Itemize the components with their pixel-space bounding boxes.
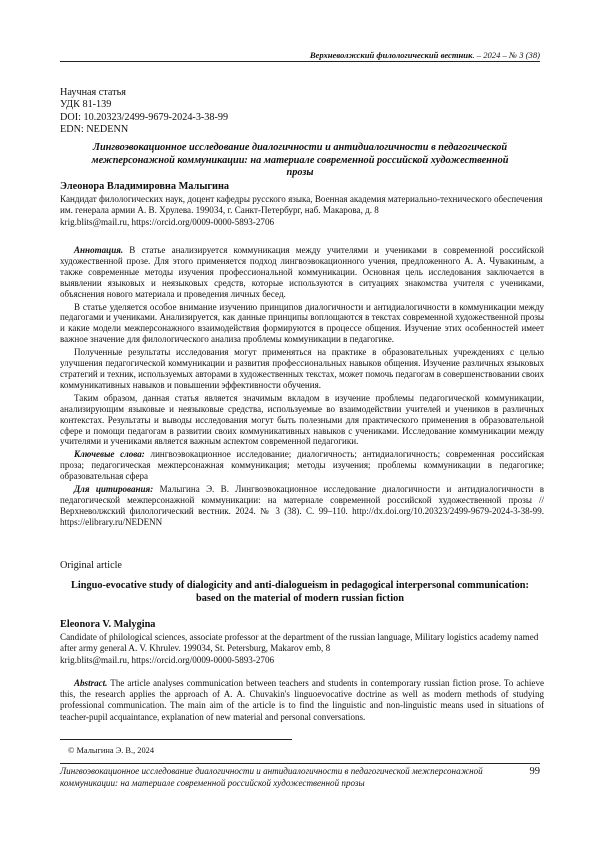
abstract-paragraph: Полученные результаты исследования могут применяться на практике в образовательных учреждениях с целью улучшения педагогической коммуникации и развития профессиональных навыков общения. Изучение различных языковых стратегий и техник, используемых авторами в художественных текстах, может помочь педагогам в совершенствовании своих коммуникативных навыков и повышении эффективности обучения. (60, 347, 545, 390)
article-title-ru: Лингвоэвокационное исследование диалогичности и антидиалогичности в педагогической межперсонажной коммуникации: на материале современной российской художественной прозы (91, 142, 509, 179)
abstract-en (60, 678, 544, 723)
citation-ru: Для цитирования: Малыгина Э. В. Лингвоэвокационное исследование диалогичности и антидиалогичности в педагогической межперсонажной коммуникации: на материале современной российской художественной прозы // Верхневолжский филологический вестник. 2024. № 3 (38). С. 99–110. http://dx.doi.org/10.20323/2499-9679-2024-3-38-99. https://elibrary.ru/NEDENN (60, 484, 545, 527)
issue-info: . – 2024 – № 3 (38) (472, 50, 540, 60)
keywords-label: Ключевые слова: (74, 449, 145, 460)
author-affiliation-en (60, 632, 544, 666)
udc-code: УДК 81-139 (60, 99, 112, 111)
footnote-divider (60, 739, 292, 740)
affiliation-text-en: Candidate of philological sciences, associate professor at the department of the russian language, Military logistics academy named after army general A. V. Khrulev. 199034, St. Petersburg, Makarov emb, 8 (60, 632, 539, 654)
abstract-paragraph: Аннотация. В статье анализируется коммуникация между учителями и учениками в современной российской художественной прозе. Для этого применяется подход лингвоэвокационного учения, предложенного А. А. Чувакиным, а также современные методы изучения профессиональной коммуникации. Основная цель исследования заключается в выявлении языковых и неязыковых средств, которые используются в ситуациях знакомства учителя с учениками, объяснения нового материала и проведения личных бесед. (60, 245, 544, 299)
abstract-paragraph: Таким образом, данная статья является значимым вкладом в изучение проблемы педагогической коммуникации, анализирующим языковые и неязыковые средства, используемые во взаимодействии учителей и учеников в различных контекстах. Результаты и выводы исследования могут быть полезными для практического применения в образовательной сфере и помощи педагогам в развитии своих коммуникативных навыков с учениками. Исследование коммуникации между учителями и учениками является важным аспектом современной педагогики. (60, 392, 544, 447)
article-type: Научная статья (60, 87, 126, 98)
abstract-ru (60, 245, 544, 530)
abstract-paragraph-en: Abstract. The article analyses communication between teachers and students in contemporary russian fiction prose. To achieve this, the research applies the approach of A. A. Chuvakin's linguoevocative doctrine as well as modern methods of studying professional communication. The main aim of the article is to find the linguistic and non-linguistic means used in situations of teacher-pupil acquaintance, explanation of new material and personal conversations. (60, 678, 544, 722)
abstract-label-ru: Аннотация. (74, 245, 124, 255)
original-article-label: Original article (60, 560, 122, 571)
running-header (60, 50, 540, 62)
article-title-en: Linguo-evocative study of dialogicity and anti-dialogueism in pedagogical interpersonal communication: based on the material of modern russian fiction (71, 580, 529, 604)
doi[interactable]: DOI: 10.20323/2499-9679-2024-3-38-99 (60, 111, 229, 123)
keywords-ru: Ключевые слова: лингвоэвокационное исследование; диалогичность; антидиалогичность; современная российская проза; педагогическая межперсонажная коммуникация; методы изучения; проблемы коммуникации в педагогике; образовательная сфера (60, 449, 544, 482)
author-name-en: Eleonora V. Malygina (60, 619, 156, 630)
footer-divider (60, 763, 540, 764)
journal-name: Верхневолжский филологический вестник (309, 50, 473, 60)
copyright-notice: © Малыгина Э. В., 2024 (68, 746, 155, 755)
running-footer-title: Лингвоэвокационное исследование диалогичности и антидиалогичности в педагогической межперсонажной коммуникации: на материале современной российской художественной прозы (60, 766, 483, 788)
edn: EDN: NEDENN (60, 123, 129, 135)
affiliation-text-ru: Кандидат филологических наук, доцент кафедры русского языка, Военная академия материально-технического обеспечения им. генерала армии А. В. Хрулева. 199034, г. Санкт-Петербург, наб. Макарова, д. 8 (60, 194, 543, 216)
citation-label: Для цитирования: (74, 484, 154, 495)
author-affiliation-ru (60, 194, 544, 228)
author-name-ru: Элеонора Владимировна Малыгина (60, 181, 230, 192)
abstract-paragraph: В статье уделяется особое внимание изучению принципов диалогичности и антидиалогичности в коммуникации между педагогами и учениками. Анализируется, как данные принципы воплощаются в текстах современной художественной прозы и какие модели межперсонажного взаимодействия формируются в процессе общения. Изучение этих особенностей имеет важное значение для филологического анализа проблемы коммуникации в педагогике. (60, 301, 544, 345)
author-contacts-ru[interactable]: krig.blits@mail.ru, https://orcid.org/0009-0000-5893-2706 (60, 216, 275, 227)
author-contacts-en[interactable]: krig.blits@mail.ru, https://orcid.org/0009-0000-5893-2706 (60, 654, 275, 665)
page-number: 99 (529, 766, 540, 777)
article-meta (60, 87, 228, 136)
abstract-label-en: Abstract. (74, 678, 108, 688)
